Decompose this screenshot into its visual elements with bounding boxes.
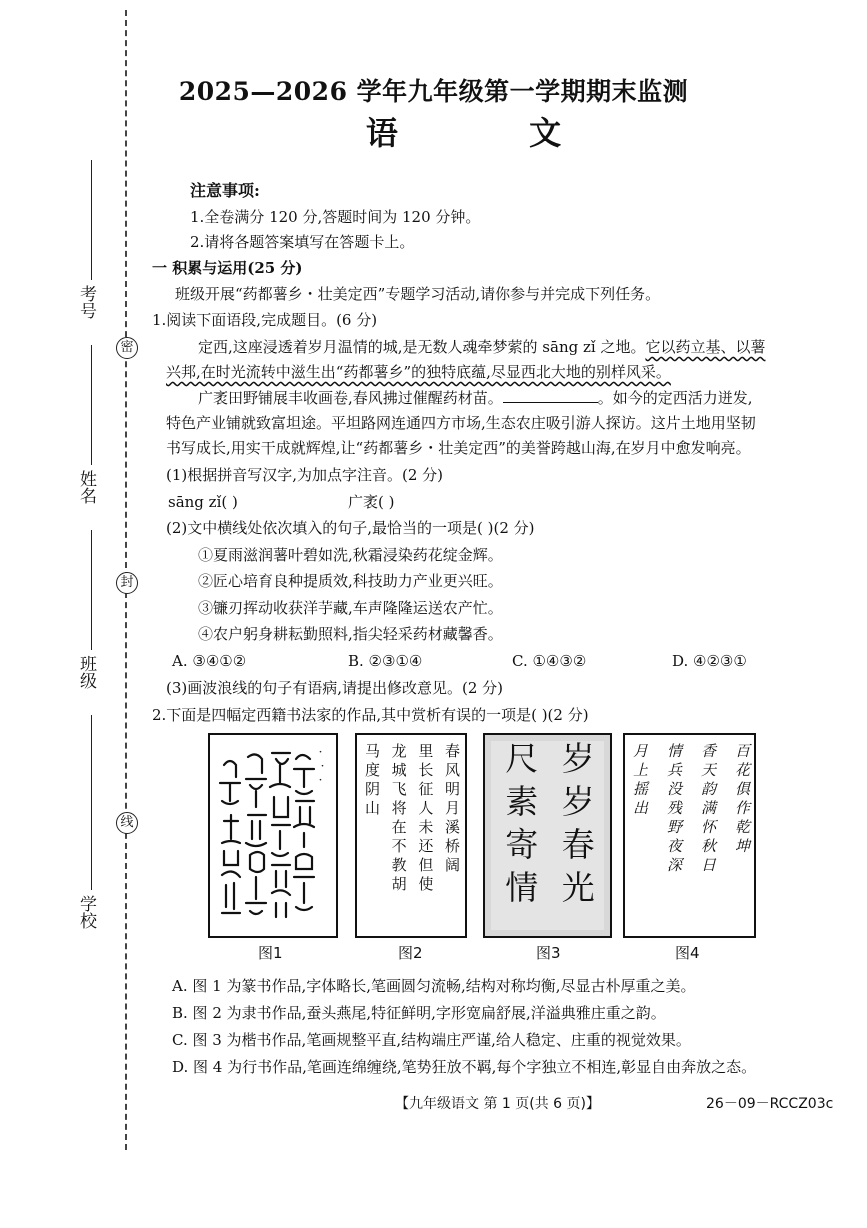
school-line[interactable] xyxy=(91,715,92,890)
fig2-text-column: 马度阴山 xyxy=(363,743,381,819)
q1-choice-a: A. ③④①② xyxy=(172,652,247,670)
fig4-text-column: 百花俱作乾坤 xyxy=(733,743,751,857)
notice-item: 1.全卷满分 120 分,答题时间为 120 分钟。 xyxy=(190,208,481,226)
q1-paragraph1-line1 xyxy=(198,337,765,357)
figure-4-running-script xyxy=(623,733,756,938)
seal-mark-feng: 封 xyxy=(116,572,138,594)
svg-text:・: ・ xyxy=(318,762,328,772)
q1-option-sentence: ①夏雨滋润薯叶碧如洗,秋霜浸染药花绽金辉。 xyxy=(198,546,503,564)
q1-option-sentence: ④农户躬身耕耘勤照料,指尖轻采药材藏馨香。 xyxy=(198,625,503,643)
fig2-text-column: 里长征人未还但使 xyxy=(416,743,435,895)
q1-p2-text: 广袤田野铺展丰收画卷,春风拂过催醒药材苗。 xyxy=(198,389,503,407)
exam-title: 2025—2026 学年九年级第一学期期末监测 xyxy=(178,77,689,106)
svg-text:・: ・ xyxy=(316,776,326,786)
name-line[interactable] xyxy=(91,345,92,465)
fig4-text-column: 月上摇出 xyxy=(631,743,649,819)
fig2-text-column: 春风明月溪桥阔 xyxy=(442,743,461,876)
section-intro: 班级开展“药都薯乡・壮美定西”专题学习活动,请你参与并完成下列任务。 xyxy=(175,285,661,303)
exam-number-line[interactable] xyxy=(91,160,92,280)
q1-sub1-pinyin: sāng zǐ( ) xyxy=(168,493,238,511)
notice-heading: 注意事项: xyxy=(190,181,260,200)
fig2-text-column: 龙城飞将在不教胡 xyxy=(389,743,408,895)
figure-1-label: 图1 xyxy=(258,944,283,962)
q1-paragraph2-line1 xyxy=(198,388,753,408)
fig4-text-column: 情兵没残野夜深 xyxy=(665,743,683,876)
page-footer: 【九年级语文 第 1 页(共 6 页)】 xyxy=(395,1096,600,1112)
q1-option-sentence: ③镰刃挥动收获洋芋藏,车声隆隆运送农产忙。 xyxy=(198,599,503,617)
q2-option-b: B. 图 2 为隶书作品,蚕头燕尾,特征鲜明,字形宽扁舒展,洋溢典雅庄重之韵。 xyxy=(172,1004,666,1022)
class-line[interactable] xyxy=(91,530,92,650)
q1-choice-b: B. ②③①④ xyxy=(348,652,423,670)
q1-choice-c: C. ①④③② xyxy=(512,652,587,670)
class-label: 班级 xyxy=(76,655,96,689)
q1-sub3: (3)画波浪线的句子有语病,请提出修改意见。(2 分) xyxy=(166,679,504,697)
q2-stem: 2.下面是四幅定西籍书法家的作品,其中赏析有误的一项是( )(2 分) xyxy=(152,706,589,724)
q1-p1-text: 定西,这座浸透着岁月温情的城,是无数人魂牵梦萦的 sāng zǐ 之地。 xyxy=(198,338,646,356)
fig4-text-column: 香天韵满怀秋日 xyxy=(699,743,717,876)
q2-option-a: A. 图 1 为篆书作品,字体略长,笔画圆匀流畅,结构对称均衡,尽显古朴厚重之美。 xyxy=(172,977,696,995)
paper-code: 26－09－RCCZ03c xyxy=(706,1096,834,1112)
fig3-text-column-left: 尺素寄情 xyxy=(500,741,540,913)
figure-3-regular-script xyxy=(483,733,612,938)
q1-choice-d: D. ④②③① xyxy=(672,652,747,670)
name-label: 姓名 xyxy=(76,470,96,504)
seal-mark-mi: 密 xyxy=(116,337,138,359)
q1-paragraph2-line3: 书写成长,用实干成就辉煌,让“药都薯乡・壮美定西”的美誉跨越山海,在岁月中愈发响亮。 xyxy=(166,439,751,457)
fig3-text-column-right: 岁岁春光 xyxy=(556,741,596,913)
fill-blank[interactable] xyxy=(503,388,598,403)
q1-option-sentence: ②匠心培育良种提质效,科技助力产业更兴旺。 xyxy=(198,572,503,590)
figure-1-seal-script xyxy=(208,733,338,938)
seal-script-image xyxy=(210,735,336,936)
exam-number-label: 考号 xyxy=(76,285,96,319)
q2-option-d: D. 图 4 为行书作品,笔画连绵缠绕,笔势狂放不羁,每个字独立不相连,彰显自由奔放之态。 xyxy=(172,1058,757,1076)
subject-title: 语 文 xyxy=(365,114,622,152)
section-heading: 一 积累与运用(25 分) xyxy=(152,259,303,277)
seal-mark-xian: 线 xyxy=(116,812,138,834)
q1-paragraph2-line2: 特色产业铺就致富坦途。平坦路网连通四方市场,生态农庄吸引游人探访。这片土地用坚韧 xyxy=(166,414,756,432)
figure-2-label: 图2 xyxy=(398,944,423,962)
q1-paragraph1-line2: 兴邦,在时光流转中滋生出“药都薯乡”的独特底蕴,尽显西北大地的别样风采。 xyxy=(166,363,671,381)
figure-4-label: 图4 xyxy=(675,944,700,962)
q1-sub2: (2)文中横线处依次填入的句子,最恰当的一项是( )(2 分) xyxy=(166,519,535,537)
school-label: 学校 xyxy=(76,895,96,929)
q1-sub1-guangmao: 广袤( ) xyxy=(348,493,395,511)
svg-text:・: ・ xyxy=(316,748,326,758)
figure-2-clerical-script xyxy=(355,733,467,938)
binding-margin xyxy=(0,0,140,1228)
q1-wavy-sentence: 它以药立基、以薯 xyxy=(645,338,766,356)
q1-sub1: (1)根据拼音写汉字,为加点字注音。(2 分) xyxy=(166,466,444,484)
q2-option-c: C. 图 3 为楷书作品,笔画规整平直,结构端庄严谨,给人稳定、庄重的视觉效果。 xyxy=(172,1031,691,1049)
figure-3-label: 图3 xyxy=(536,944,561,962)
notice-item: 2.请将各题答案填写在答题卡上。 xyxy=(190,233,415,251)
q1-p2-text-after: 。如今的定西活力迸发, xyxy=(597,389,753,407)
q1-stem: 1.阅读下面语段,完成题目。(6 分) xyxy=(152,311,378,329)
